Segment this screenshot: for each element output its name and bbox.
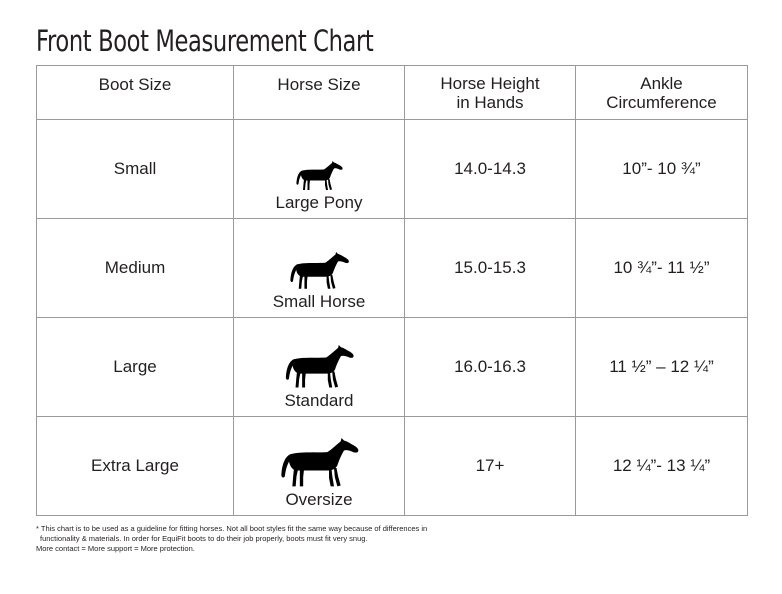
horse-icon xyxy=(287,252,351,290)
footnote-line: functionality & materials. In order for EquiFit boots to do their job properly, boots must fit very snug. xyxy=(40,534,368,543)
boot-size-cell: Medium xyxy=(37,219,234,318)
horse-size-label: Oversize xyxy=(285,490,353,509)
table-row xyxy=(37,417,748,516)
horse-icon xyxy=(282,345,356,389)
header-ankle-circumference: Ankle Circumference xyxy=(576,66,748,120)
header-horse-height: Horse Height in Hands xyxy=(405,66,576,120)
footnote-line: More contact = More support = More protection. xyxy=(36,544,195,553)
horse-icon xyxy=(293,161,345,191)
ankle-cell: 11 ½” – 12 ¼” xyxy=(576,318,748,417)
boot-size-cell: Large xyxy=(37,318,234,417)
table-row xyxy=(37,219,748,318)
table-row xyxy=(37,318,748,417)
boot-size-cell: Extra Large xyxy=(37,417,234,516)
height-cell: 15.0-15.3 xyxy=(405,219,576,318)
height-cell: 16.0-16.3 xyxy=(405,318,576,417)
chart-title: Front Boot Measurement Chart xyxy=(36,24,374,58)
ankle-cell: 10 ¾”- 11 ½” xyxy=(576,219,748,318)
boot-size-cell: Small xyxy=(37,120,234,219)
height-cell: 14.0-14.3 xyxy=(405,120,576,219)
horse-size-cell xyxy=(234,318,405,417)
horse-size-cell xyxy=(234,219,405,318)
footnote-line: * This chart is to be used as a guideline for fitting horses. Not all boot styles fit the same way because of differences in xyxy=(36,524,428,533)
table-row xyxy=(37,120,748,219)
horse-size-label: Large Pony xyxy=(275,193,363,212)
ankle-cell: 12 ¼”- 13 ¼” xyxy=(576,417,748,516)
footnotes xyxy=(36,524,427,554)
header-boot-size: Boot Size xyxy=(37,66,234,120)
horse-size-label: Small Horse xyxy=(272,292,366,311)
horse-size-cell xyxy=(234,417,405,516)
header-horse-size: Horse Size xyxy=(234,66,405,120)
horse-size-cell xyxy=(234,120,405,219)
height-cell: 17+ xyxy=(405,417,576,516)
horse-icon xyxy=(277,438,361,488)
header-row xyxy=(37,66,748,120)
measurement-table xyxy=(36,65,748,516)
horse-size-label: Standard xyxy=(284,391,354,410)
ankle-cell: 10”- 10 ¾” xyxy=(576,120,748,219)
